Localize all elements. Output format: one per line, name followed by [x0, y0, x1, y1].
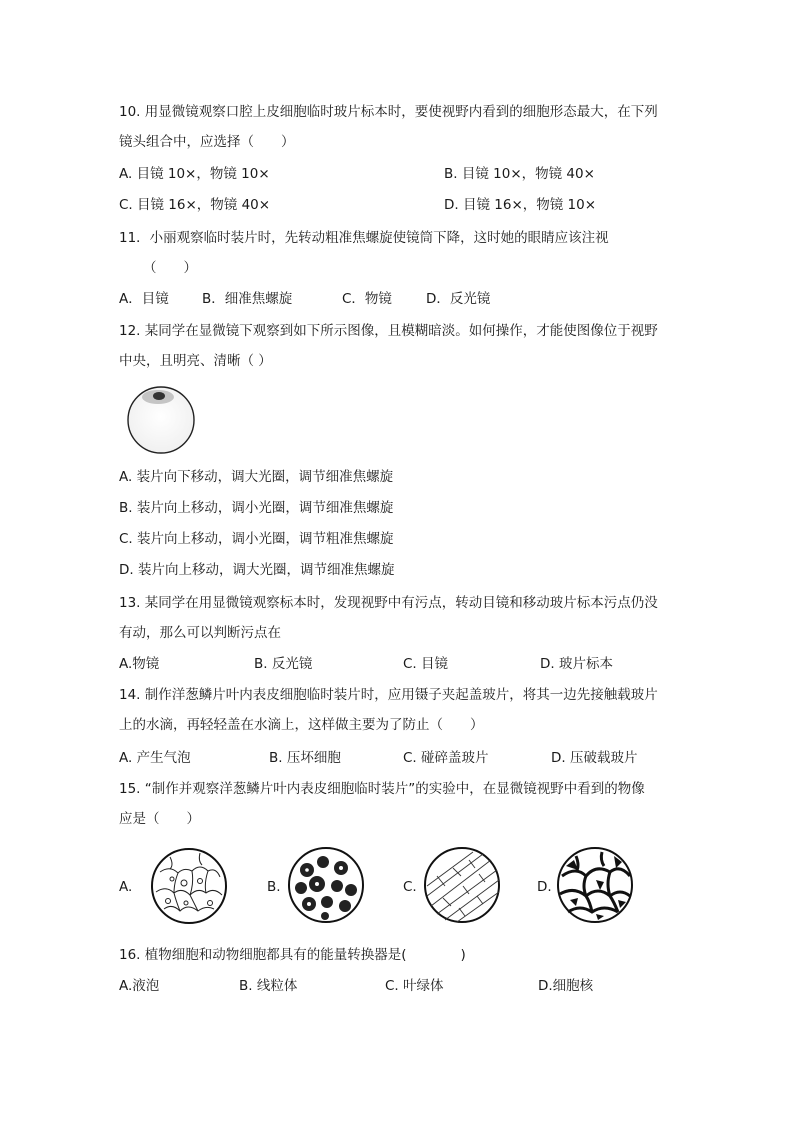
q15-stem-line-1: 15. “制作并观察洋葱鳞片叶内表皮细胞临时装片”的实验中，在显微镜视野中看到的物像 — [119, 781, 645, 797]
q10-option-b: B. 目镜 10×，物镜 40× — [444, 166, 595, 182]
q15-option-b-label: B. — [267, 879, 281, 895]
q13-option-c: C. 目镜 — [403, 656, 449, 672]
q10-option-d: D. 目镜 16×，物镜 10× — [444, 197, 597, 213]
q10-option-c: C. 目镜 16×，物镜 40× — [119, 197, 271, 213]
q13-option-a: A.物镜 — [119, 656, 160, 672]
q14-stem-line-1: 14. 制作洋葱鳞片叶内表皮细胞临时装片时，应用镊子夹起盖玻片，将其一边先接触载玻片 — [119, 687, 658, 703]
q11-option-c: C．物镜 — [342, 291, 392, 307]
q14-option-d: D. 压破载玻片 — [551, 750, 638, 766]
blood-cells-figure — [287, 846, 365, 924]
onion-epidermis-cells-figure — [423, 846, 501, 924]
q14-option-b: B. 压坏细胞 — [269, 750, 341, 766]
q14-option-c: C. 碰碎盖玻片 — [403, 750, 489, 766]
dark-tissue-cells-figure — [556, 846, 634, 924]
q11-stem-line-1: 11．小丽观察临时装片时，先转动粗准焦螺旋使镜筒下降，这时她的眼睛应该注视 — [119, 230, 609, 246]
q16-option-b: B. 线粒体 — [239, 978, 298, 994]
q14-option-a: A. 产生气泡 — [119, 750, 191, 766]
q16-option-a: A.液泡 — [119, 978, 160, 994]
q12-stem-line-2: 中央，且明亮、清晰（ ） — [119, 353, 272, 369]
q15-stem-line-2: 应是（ ） — [119, 811, 200, 827]
q12-option-c: C. 装片向上移动，调小光圈，调节粗准焦螺旋 — [119, 531, 394, 547]
q12-option-d: D. 装片向上移动，调大光圈，调节细准焦螺旋 — [119, 562, 395, 578]
q12-option-a: A. 装片向下移动，调大光圈，调节细准焦螺旋 — [119, 469, 394, 485]
q11-stem-line-2: （ ） — [143, 260, 197, 276]
q16-option-c: C. 叶绿体 — [385, 978, 444, 994]
q13-stem-line-1: 13. 某同学在用显微镜观察标本时，发现视野中有污点，转动目镜和移动玻片标本污点仍没 — [119, 595, 658, 611]
q10-stem-line-1: 10. 用显微镜观察口腔上皮细胞临时玻片标本时，要使视野内看到的细胞形态最大，在下列 — [119, 104, 658, 120]
q10-option-a: A. 目镜 10×，物镜 10× — [119, 166, 270, 182]
q11-option-b: B．细准焦螺旋 — [202, 291, 293, 307]
q16-stem-line-1: 16. 植物细胞和动物细胞都具有的能量转换器是( ) — [119, 947, 466, 963]
q15-option-d-label: D. — [537, 879, 552, 895]
q10-stem-line-2: 镜头组合中，应选择（ ） — [119, 134, 295, 150]
q13-option-b: B. 反光镜 — [254, 656, 313, 672]
q13-option-d: D. 玻片标本 — [540, 656, 613, 672]
q12-stem-line-1: 12. 某同学在显微镜下观察到如下所示图像，且模糊暗淡。如何操作，才能使图像位于视野 — [119, 323, 658, 339]
q12-option-b: B. 装片向上移动，调小光圈，调节细准焦螺旋 — [119, 500, 394, 516]
q11-option-d: D．反光镜 — [426, 291, 491, 307]
microscope-field-figure — [125, 385, 197, 455]
plant-cell-irregular-figure — [150, 847, 228, 925]
q13-stem-line-2: 有动，那么可以判断污点在 — [119, 625, 281, 641]
q15-option-c-label: C. — [403, 879, 417, 895]
q16-option-d: D.细胞核 — [538, 978, 594, 994]
q15-option-a-label: A. — [119, 879, 133, 895]
q11-option-a: A．目镜 — [119, 291, 169, 307]
q14-stem-line-2: 上的水滴，再轻轻盖在水滴上，这样做主要为了防止（ ） — [119, 717, 484, 733]
